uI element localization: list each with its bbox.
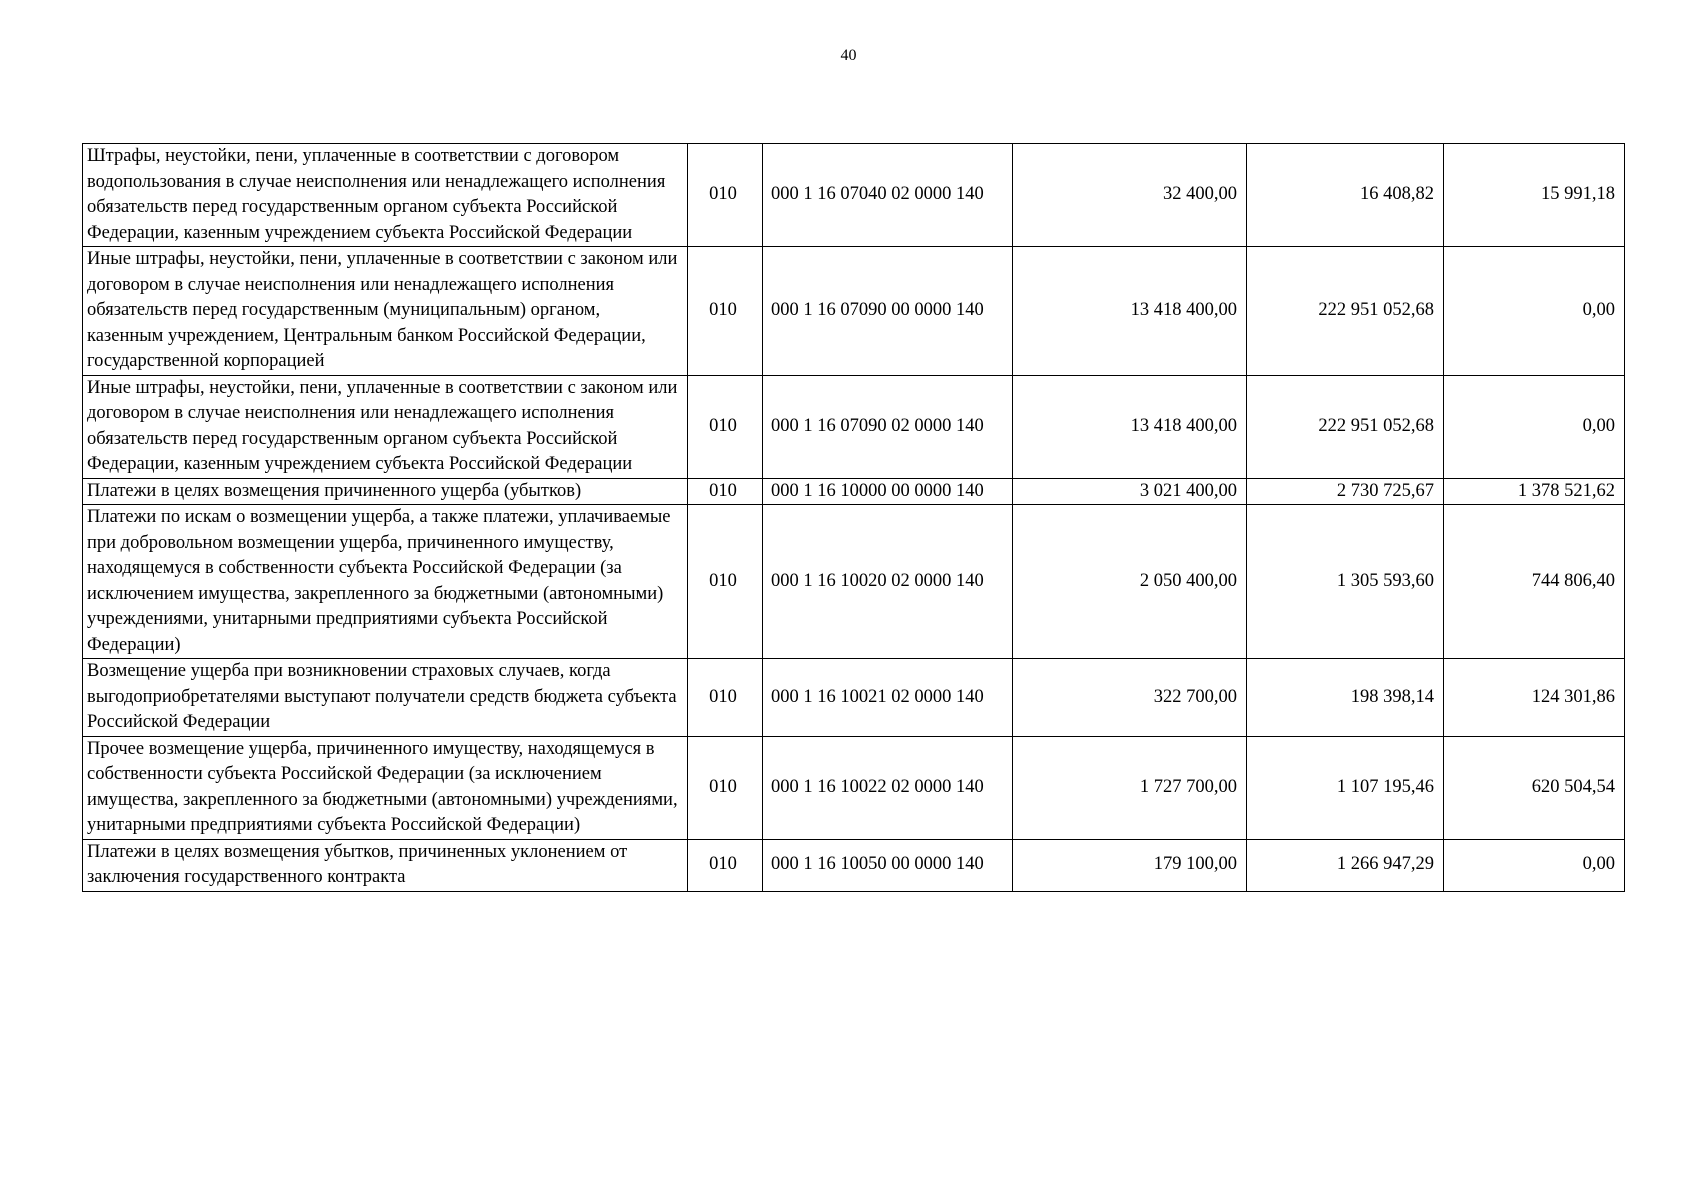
approved-amount-cell: 2 050 400,00 (1013, 505, 1247, 659)
approved-amount-cell: 13 418 400,00 (1013, 375, 1247, 478)
executed-amount-cell: 2 730 725,67 (1247, 478, 1444, 505)
line-code-cell: 010 (688, 839, 763, 891)
line-code-cell: 010 (688, 144, 763, 247)
unexecuted-amount-cell: 124 301,86 (1444, 659, 1625, 737)
unexecuted-amount-cell: 0,00 (1444, 839, 1625, 891)
line-code-cell: 010 (688, 659, 763, 737)
approved-amount-cell: 322 700,00 (1013, 659, 1247, 737)
table-row (83, 247, 1625, 376)
line-code-cell: 010 (688, 375, 763, 478)
unexecuted-amount-cell: 0,00 (1444, 247, 1625, 376)
table-row (83, 505, 1625, 659)
revenue-table (82, 143, 1625, 892)
executed-amount-cell: 1 305 593,60 (1247, 505, 1444, 659)
line-code-cell: 010 (688, 736, 763, 839)
unexecuted-amount-cell: 15 991,18 (1444, 144, 1625, 247)
executed-amount-cell: 16 408,82 (1247, 144, 1444, 247)
income-code-cell: 000 1 16 10000 00 0000 140 (763, 478, 1013, 505)
executed-amount-cell: 1 107 195,46 (1247, 736, 1444, 839)
unexecuted-amount-cell: 620 504,54 (1444, 736, 1625, 839)
page-number: 40 (840, 47, 857, 64)
income-name-cell: Прочее возмещение ущерба, причиненного имуществу, находящемуся в собственности субъекта Российской Федерации (за исключением имущества, закрепленного за бюджетными (автономными) учреждениями, унитарными предприятиями субъекта Российской Федерации) (83, 736, 688, 839)
income-code-cell: 000 1 16 10021 02 0000 140 (763, 659, 1013, 737)
table-row (83, 736, 1625, 839)
income-name-cell: Возмещение ущерба при возникновении страховых случаев, когда выгодоприобретателями выступают получатели средств бюджета субъекта Российской Федерации (83, 659, 688, 737)
line-code-cell: 010 (688, 478, 763, 505)
table-row (83, 659, 1625, 737)
approved-amount-cell: 32 400,00 (1013, 144, 1247, 247)
income-code-cell: 000 1 16 07040 02 0000 140 (763, 144, 1013, 247)
income-name-cell: Иные штрафы, неустойки, пени, уплаченные в соответствии с законом или договором в случае неисполнения или ненадлежащего исполнения обязательств перед государственным (муниципальным) органом, казенным учреждением, Центральным банком Российской Федерации, государственной корпорацией (83, 247, 688, 376)
income-name-cell: Штрафы, неустойки, пени, уплаченные в соответствии с договором водопользования в случае неисполнения или ненадлежащего исполнения обязательств перед государственным органом субъекта Российской Федерации, казенным учреждением субъекта Российской Федерации (83, 144, 688, 247)
executed-amount-cell: 198 398,14 (1247, 659, 1444, 737)
approved-amount-cell: 1 727 700,00 (1013, 736, 1247, 839)
approved-amount-cell: 13 418 400,00 (1013, 247, 1247, 376)
executed-amount-cell: 222 951 052,68 (1247, 375, 1444, 478)
income-name-cell: Платежи в целях возмещения убытков, причиненных уклонением от заключения государственного контракта (83, 839, 688, 891)
income-code-cell: 000 1 16 10022 02 0000 140 (763, 736, 1013, 839)
income-name-cell: Платежи в целях возмещения причиненного ущерба (убытков) (83, 478, 688, 505)
table-row (83, 375, 1625, 478)
income-code-cell: 000 1 16 10050 00 0000 140 (763, 839, 1013, 891)
unexecuted-amount-cell: 0,00 (1444, 375, 1625, 478)
approved-amount-cell: 179 100,00 (1013, 839, 1247, 891)
unexecuted-amount-cell: 1 378 521,62 (1444, 478, 1625, 505)
line-code-cell: 010 (688, 505, 763, 659)
line-code-cell: 010 (688, 247, 763, 376)
income-code-cell: 000 1 16 07090 00 0000 140 (763, 247, 1013, 376)
executed-amount-cell: 1 266 947,29 (1247, 839, 1444, 891)
table-row (83, 839, 1625, 891)
table-row (83, 144, 1625, 247)
income-name-cell: Платежи по искам о возмещении ущерба, а также платежи, уплачиваемые при добровольном возмещении ущерба, причиненного имуществу, находящемуся в собственности субъекта Российской Федерации (за исключением имущества, закрепленного за бюджетными (автономными) учреждениями, унитарными предприятиями субъекта Российской Федерации) (83, 505, 688, 659)
approved-amount-cell: 3 021 400,00 (1013, 478, 1247, 505)
executed-amount-cell: 222 951 052,68 (1247, 247, 1444, 376)
income-code-cell: 000 1 16 10020 02 0000 140 (763, 505, 1013, 659)
income-code-cell: 000 1 16 07090 02 0000 140 (763, 375, 1013, 478)
unexecuted-amount-cell: 744 806,40 (1444, 505, 1625, 659)
income-name-cell: Иные штрафы, неустойки, пени, уплаченные в соответствии с законом или договором в случае неисполнения или ненадлежащего исполнения обязательств перед государственным органом субъекта Российской Федерации, казенным учреждением субъекта Российской Федерации (83, 375, 688, 478)
table-row (83, 478, 1625, 505)
